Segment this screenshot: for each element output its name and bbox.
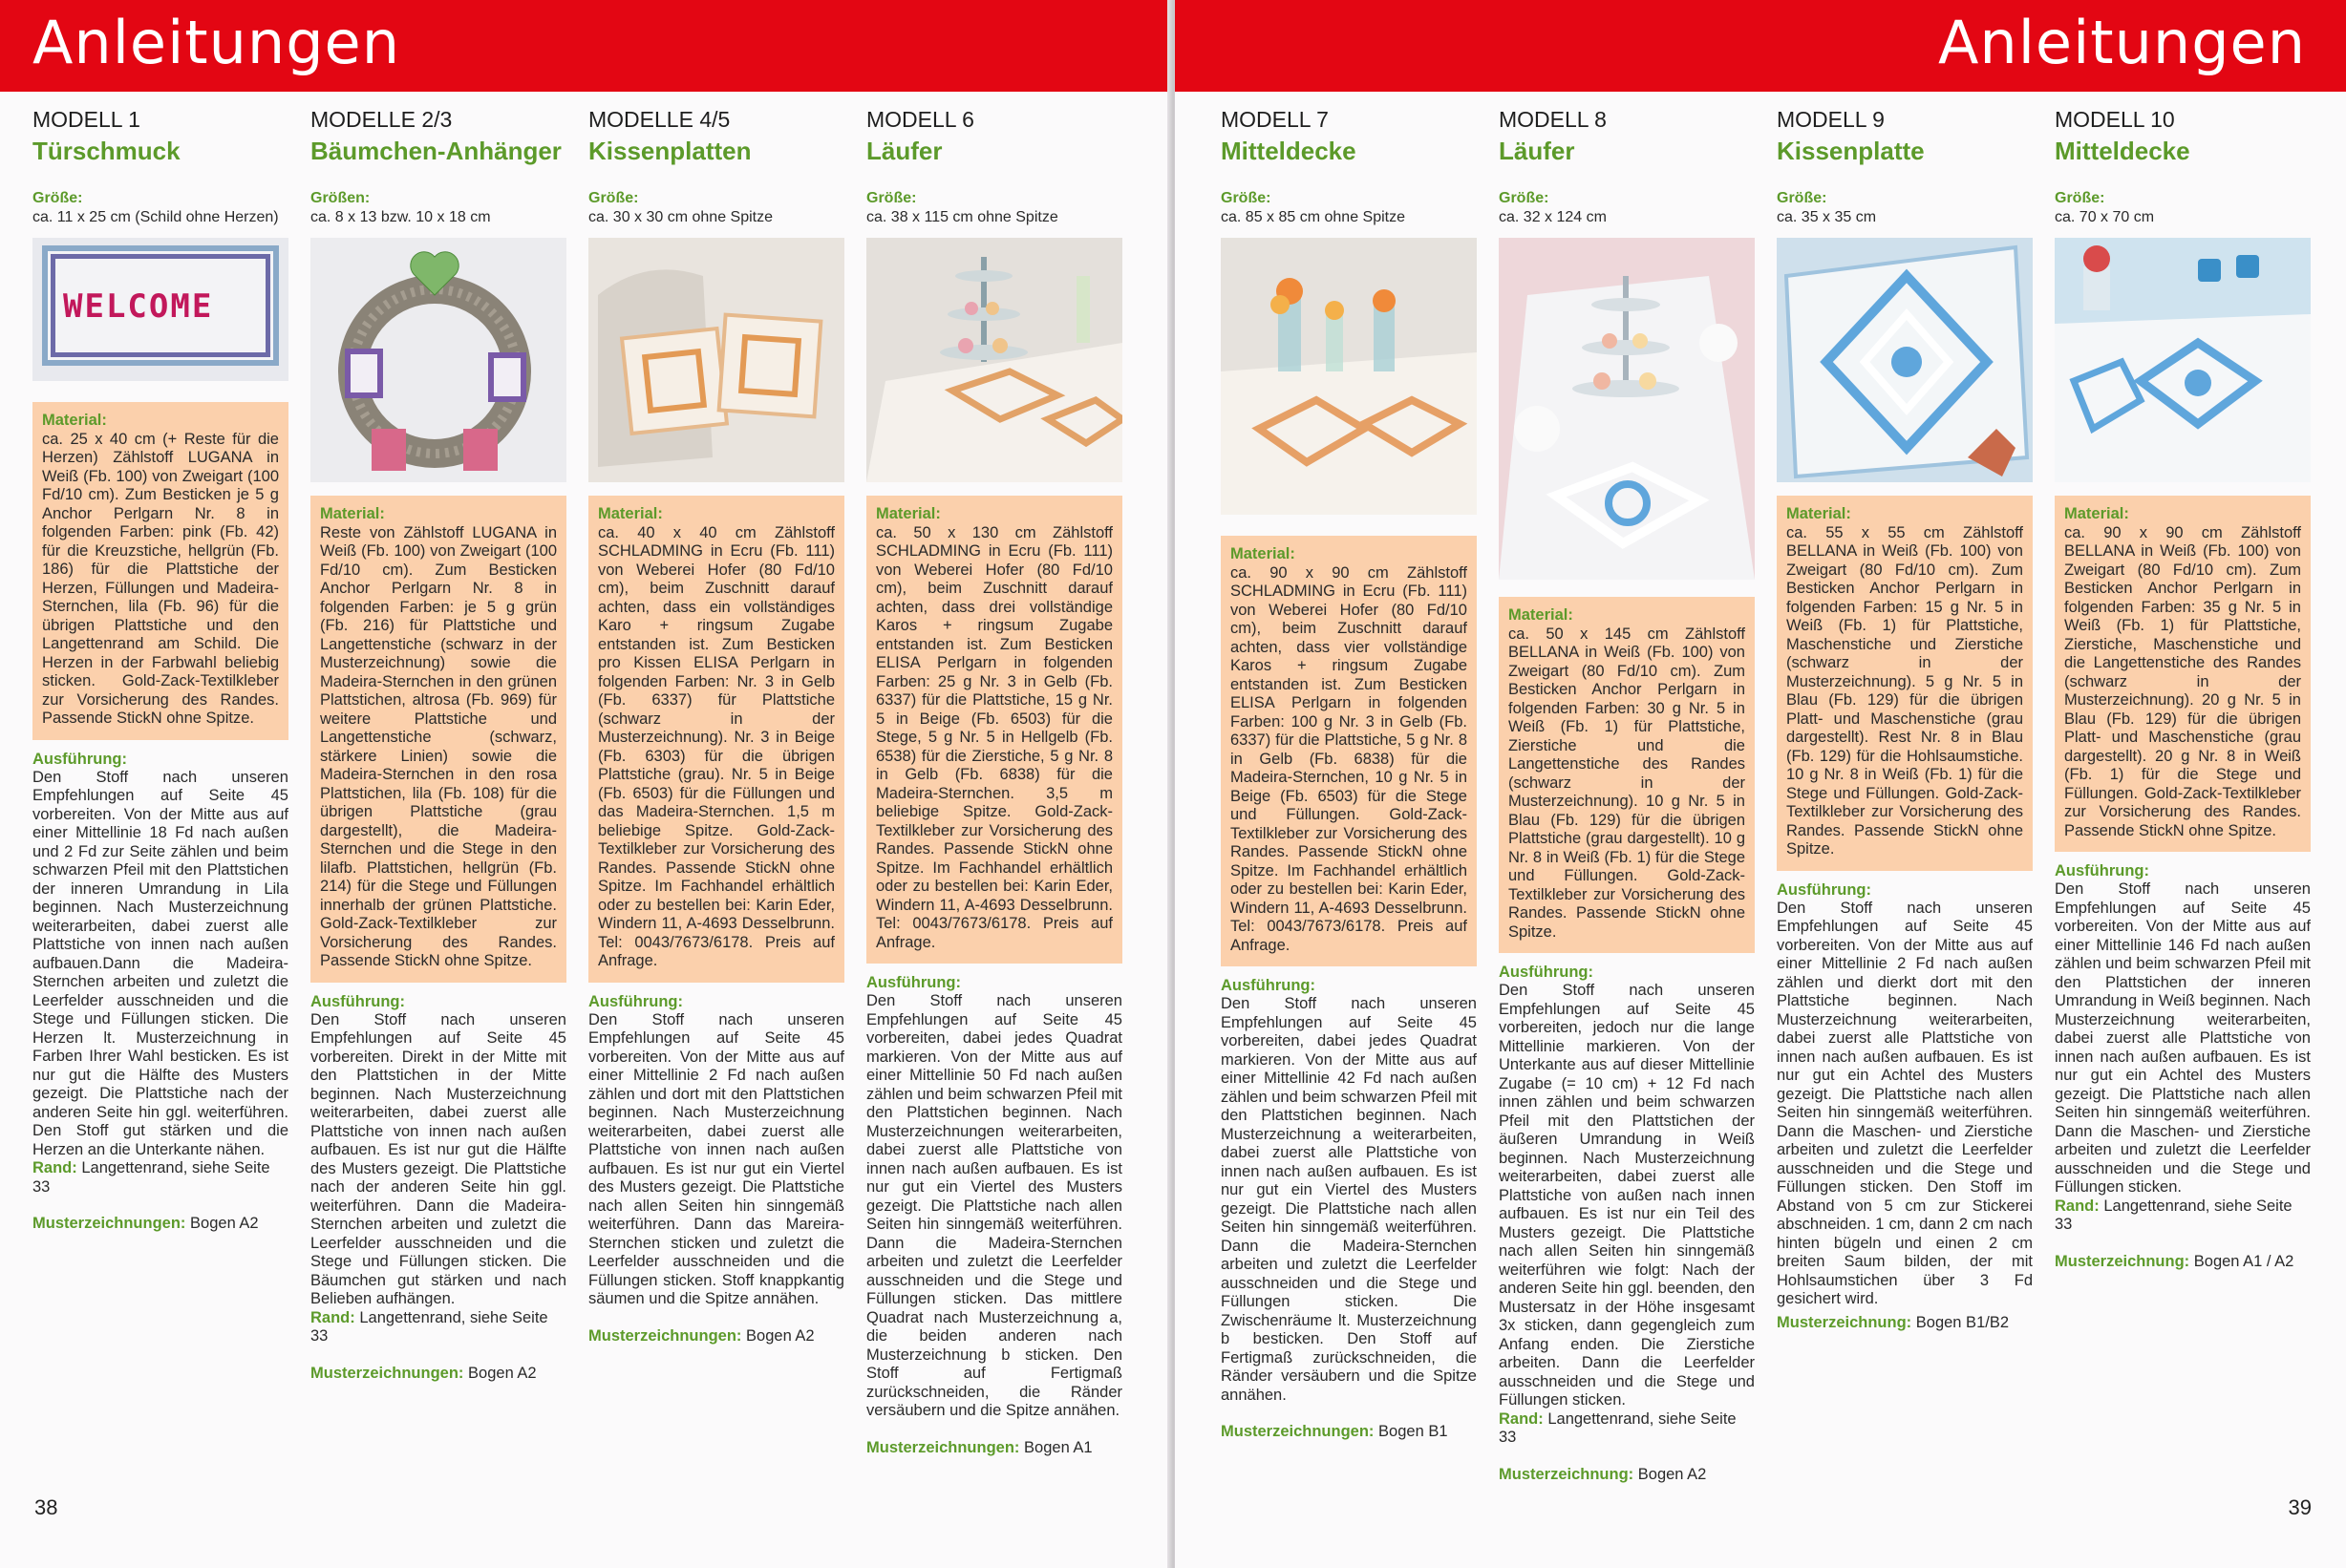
cushion-illustration: [588, 238, 844, 482]
material-box: [588, 496, 844, 983]
pattern-label: Musterzeichnungen:: [866, 1438, 1020, 1456]
material-box: [310, 496, 566, 983]
pattern-line: [1221, 1422, 1477, 1441]
runner-blue-illustration: [1499, 238, 1755, 580]
pattern-label: Musterzeichnung:: [1777, 1313, 1912, 1331]
right-page: [1175, 0, 2346, 1568]
material-box: [32, 402, 288, 740]
model-number: MODELL 8: [1499, 107, 1607, 132]
execution-text: Den Stoff nach unseren Empfehlungen auf Seite 45 vorbereiten, dabei jedes Quadrat markieren. Von der Mitte aus auf einer Mittellinie 42 Fd nach außen zählen und beim schwarzen Pfeil mit den Plattstichen beginnen. Nach Musterzeichnung a weiterarbeiten, dabei zuerst alle Plattstiche von innen nach außen aufbauen. Es ist nur gut ein Viertel des Musters gezeigt. Die Plattstiche nach allen Seiten hin sinngemäß weiterführen. Dann die Madeira-Sternchen arbeiten und zuletzt die Leerfelder ausschneiden und die Stege und Füllungen sticken. Die Zwischenräume lt. Musterzeichnung b besticken. Den Stoff auf Fertigmaß zurückschneiden, die Ränder versäubern und die Spitze annähen.: [1221, 995, 1477, 1404]
execution-text: Den Stoff nach unseren Empfehlungen auf Seite 45 vorbereiten. Von der Mitte aus auf einer Mittellinie 146 Fd nach außen zählen und beim schwarzen Pfeil mit den Plattstichen der inneren Umrandung in Weiß beginnen. Nach Musterzeichnung weiterarbeiten, dabei zuerst alle Plattstiche von innen nach außen aufbauen. Es ist nur gut ein Achtel des Musters gezeigt. Die Plattstiche nach allen Seiten hin sinngemäß weiterführen. Dann die Maschen- und Zierstiche arbeiten und zuletzt die Leerfelder ausschneiden und die Stege und Füllungen sticken.: [2055, 880, 2311, 1196]
model-column-1: [32, 107, 288, 1233]
model-column-4: [866, 107, 1122, 1457]
size-label: Größe:: [1777, 190, 1827, 206]
centerpiece-illustration: [1221, 238, 1477, 515]
product-photo: [1221, 238, 1477, 515]
product-photo: [310, 238, 566, 482]
edge-text: Langettenrand, siehe Seite 33: [310, 1308, 548, 1345]
material-label: Material:: [320, 505, 385, 522]
pattern-text: Bogen B1: [1378, 1423, 1448, 1440]
edge-label: Rand:: [310, 1308, 355, 1326]
model-number: MODELL 7: [1221, 107, 1329, 132]
size-value: ca. 32 x 124 cm: [1499, 209, 1607, 225]
pattern-label: Musterzeichnungen:: [32, 1215, 186, 1232]
material-text: ca. 50 x 145 cm Zählstoff BELLANA in Weiß (Fb. 100) von Zweigart (80 Fd/10 cm). Zum Besticken Anchor Perlgarn in folgenden Farben: 30 g Nr. 5 in Weiß (Fb. 1) für Plattstiche, Zierstiche und die Langettenstiche des Randes (schwarz in der Musterzeichnung). 10 g Nr. 5 in Blau (Fb. 129) für die übrigen Plattstiche (grau dargestellt). 10 g Nr. 8 in Weiß (Fb. 1) für die Stege und Füllungen. Gold-Zack-Textilkleber zur Vorsicherung des Randes. Passende StickN ohne Spitze.: [1508, 625, 1745, 941]
size-label: Größe:: [866, 190, 917, 206]
model-column-10: [2055, 107, 2311, 1271]
material-label: Material:: [876, 505, 941, 522]
material-text: ca. 40 x 40 cm Zählstoff SCHLADMING in Ecru (Fb. 111) von Weberei Hofer (80 Fd/10 cm), beim Zuschnitt darauf achten, dass ein vollständiges Karo + ringsum Zugabe entstanden ist. Zum Besticken pro Kissen ELISA Perlgarn in folgenden Farben: Nr. 3 in Gelb (Fb. 6337) für Plattstiche (schwarz in der Musterzeichnung). Nr. 3 in Beige (Fb. 6303) für die übrigen Plattstiche (grau). Nr. 5 in Beige (Fb. 6503) für die Füllungen und das Madeira-Sternchen. 1,5 m beliebige Spitze. Gold-Zack-Textilkleber zur Vorsicherung des Randes. Passende StickN ohne Spitze. Im Fachhandel erhältlich oder zu bestellen bei: Karin Eder, Windern 11, A-4693 Desselbrunn. Tel: 0043/7673/6178. Preis auf Anfrage.: [598, 523, 835, 969]
material-box: [1221, 536, 1477, 966]
material-box: [1777, 496, 2033, 871]
pattern-line: [310, 1364, 566, 1383]
size-label: Größe:: [1499, 190, 1549, 206]
material-text: ca. 50 x 130 cm Zählstoff SCHLADMING in Ecru (Fb. 111) von Weberei Hofer (80 Fd/10 cm), beim Zuschnitt darauf achten, dass drei vollständige Karos + ringsum Zugabe entstanden ist. Zum Besticken ELISA Perlgarn in folgenden Farben: 25 g Nr. 3 in Gelb (Fb. 6337) für die Plattstiche, 15 g Nr. 5 in Beige (Fb. 6503) für die Stege, 5 g Nr. 5 in Hellgelb (Fb. 6538) für die Zierstiche, 5 g Nr. 8 in Gelb (Fb. 6838) für die Madeira-Sternchen. 3,5 m beliebige Spitze. Gold-Zack-Textilkleber zur Vorsicherung des Randes. Passende StickN ohne Spitze. Im Fachhandel erhältlich oder zu bestellen bei: Karin Eder, Windern 11, A-4693 Desselbrunn. Tel: 0043/7673/6178. Preis auf Anfrage.: [876, 523, 1113, 951]
pattern-label: Musterzeichnungen:: [310, 1364, 464, 1382]
product-photo: [588, 238, 844, 482]
execution-label: Ausführung:: [2055, 862, 2149, 879]
pattern-text: Bogen B1/B2: [1915, 1313, 2010, 1331]
model-column-3: [588, 107, 844, 1346]
execution-label: Ausführung:: [1777, 880, 1871, 899]
execution-text: Den Stoff nach unseren Empfehlungen auf Seite 45 vorbereiten. Von der Mitte aus auf einer Mittellinie 18 Fd nach außen und 2 Fd zur Seite zählen und beim schwarzen Pfeil mit den Plattstichen der inneren Umrandung in Lila beginnen. Nach Musterzeichnung weiterarbeiten, dabei zuerst alle Plattstiche von innen nach außen aufbauen.Dann die Madeira-Sternchen arbeiten und zuletzt die Leerfelder ausschneiden und die Stege und Füllungen sticken. Die Herzen lt. Musterzeichnung in Farben Ihrer Wahl besticken. Es ist nur gut die Hälfte des Musters gezeigt. Die Plattstiche nach der anderen Seite hin ggl. weiterführen. Den Stoff gut stärken und die Herzen an die Unterkante nähen.: [32, 768, 288, 1158]
edge-line: [310, 1309, 566, 1346]
model-column-9: [1777, 107, 2033, 1332]
table-runner-illustration: [866, 238, 1122, 482]
size-value: ca. 30 x 30 cm ohne Spitze: [588, 209, 773, 225]
model-title: Läufer: [1499, 137, 1575, 165]
pattern-line: [2055, 1252, 2311, 1271]
pattern-label: Musterzeichnungen:: [1221, 1423, 1375, 1440]
page-header-title: Anleitungen: [1938, 8, 2306, 77]
size-label: Größe:: [588, 190, 639, 206]
model-number: MODELL 9: [1777, 107, 1885, 132]
execution-label: Ausführung:: [1499, 964, 1593, 981]
pattern-text: Bogen A2: [468, 1364, 537, 1382]
material-label: Material:: [1508, 606, 1573, 624]
wreath-illustration: [310, 238, 566, 482]
material-text: Reste von Zählstoff LUGANA in Weiß (Fb. 100) von Zweigart (100 Fd/10 cm). Zum Besticken Anchor Perlgarn Nr. 8 in folgenden Farben: je 5 g grün (Fb. 216) für Plattstiche und Langettenstiche (schwarz in der Musterzeichnung) sowie die Madeira-Sternchen in den grünen Plattstichen, altrosa (Fb. 969) für weitere Plattstiche und Langettenstiche (schwarz, stärkere Linien) sowie die Madeira-Sternchen in den rosa Plattstichen, lila (Fb. 108) für die übrigen Plattstiche (grau dargestellt), die Madeira-Sternchen und die Stege in den lilafb. Plattstichen, hellgrün (Fb. 214) für die Stege und Füllungen innerhalb der grünen Plattstiche. Gold-Zack-Textilkleber zur Vorsicherung des Randes. Passende StickN ohne Spitze.: [320, 523, 557, 969]
pattern-text: Bogen A2: [1637, 1465, 1707, 1483]
material-text: ca. 90 x 90 cm Zählstoff BELLANA in Weiß (Fb. 100) von Zweigart (80 Fd/10 cm). Zum Besticken Anchor Perlgarn in folgenden Farben: 35 g Nr. 5 in Weiß (Fb. 1) für Plattstiche, Zierstiche, Maschenstiche und die Langettenstiche des Randes (schwarz in der Musterzeichnung). 20 g Nr. 5 in Blau (Fb. 129) für die übrigen Platt- und Maschenstiche (grau dargestellt). 20 g Nr. 8 in Weiß (Fb. 1) für die Stege und Füllungen. Gold-Zack-Textilkleber zur Vorsicherung des Randes. Passende StickN ohne Spitze.: [2064, 523, 2301, 839]
pattern-text: Bogen A1: [1024, 1438, 1093, 1456]
pattern-line: [588, 1326, 844, 1346]
edge-label: Rand:: [2055, 1197, 2100, 1215]
material-text: ca. 55 x 55 cm Zählstoff BELLANA in Weiß (Fb. 100) von Zweigart (80 Fd/10 cm). Zum Besticken Anchor Perlgarn in folgenden Farben: 15 g Nr. 5 in Weiß (Fb. 1) für Plattstiche, Maschenstiche und Zierstiche (schwarz in der Musterzeichnung). 5 g Nr. 5 in Blau (Fb. 129) für die übrigen Platt- und Maschenstiche (grau dargestellt). Rest Nr. 8 in Blau (Fb. 129) für die Hohlsaumstiche. 10 g Nr. 8 in Weiß (Fb. 1) für die Stege und Füllungen. Gold-Zack-Textilkleber zur Vorsicherung des Randes. Passende StickN ohne Spitze.: [1786, 523, 2023, 858]
page-number: 39: [2288, 1495, 2312, 1519]
size-value: ca. 70 x 70 cm: [2055, 209, 2155, 225]
size-value: ca. 35 x 35 cm: [1777, 209, 1877, 225]
execution-label: Ausführung:: [1221, 977, 1315, 994]
execution-text: Den Stoff nach unseren Empfehlungen auf Seite 45 vorbereiten. Direkt in der Mitte mit den Plattstichen in der Mitte beginnen. Nach Musterzeichnung weiterarbeiten, dabei zuerst alle Plattstiche von innen nach außen aufbauen. Es ist nur gut die Hälfte des Musters gezeigt. Die Plattstiche nach der anderen Seite hin ggl. weiterführen. Dann die Madeira-Sternchen arbeiten und zuletzt die Leerfelder ausschneiden und die Stege und Füllungen sticken. Die Bäumchen gut stärken und nach Belieben aufhängen.: [310, 1010, 566, 1307]
edge-text: Langettenrand, siehe Seite 33: [32, 1159, 270, 1196]
left-page: [0, 0, 1171, 1568]
pattern-line: [1499, 1465, 1755, 1484]
edge-label: Rand:: [1499, 1409, 1544, 1428]
edge-line: [1499, 1410, 1755, 1448]
model-column-7: [1221, 107, 1477, 1441]
product-photo: [866, 238, 1122, 482]
size-label: Größe:: [2055, 190, 2105, 206]
model-column-2: [310, 107, 566, 1383]
pattern-line: [866, 1438, 1122, 1457]
edge-label: Rand:: [32, 1159, 77, 1176]
product-photo: [1777, 238, 2033, 482]
execution-label: Ausführung:: [310, 992, 405, 1010]
product-photo: [1499, 238, 1755, 580]
execution-text: Den Stoff nach unseren Empfehlungen auf Seite 45 vorbereiten, jedoch nur die lange Mittellinie markieren. Von der Unterkante aus auf dieser Mittellinie Zugabe (= 10 cm) + 12 Fd nach innen zählen und beim schwarzen Pfeil mit den Plattstichen der äußeren Umrandung in Weiß beginnen. Nach Musterzeichnung weiterarbeiten, dabei zuerst alle Plattstiche von außen nach innen aufbauen. Es ist nur ein Teil des Musters gezeigt. Die Plattstiche nach allen Seiten hin sinngemäß weiterführen wie folgt: Nach der anderen Seite hin ggl. beenden, den Mustersatz in der Höhe insgesamt 3x sticken, dann gegengleich zum Anfang enden. Die Zierstiche arbeiten. Dann die Leerfelder ausschneiden und die Stege und Füllungen sticken.: [1499, 982, 1755, 1409]
model-number: MODELLE 2/3: [310, 107, 453, 132]
pattern-text: Bogen A1 / A2: [2193, 1252, 2294, 1270]
edge-line: [32, 1159, 288, 1197]
pattern-text: Bogen A2: [190, 1215, 259, 1232]
execution-text: Den Stoff nach unseren Empfehlungen auf Seite 45 vorbereiten, dabei jedes Quadrat markieren. Von der Mitte aus auf einer Mittellinie 50 Fd nach außen zählen und beim schwarzen Pfeil mit den Plattstichen beginnen. Nach Musterzeichnungen weiterarbeiten, dabei zuerst alle Plattstiche von innen nach außen aufbauen. Es ist nur gut ein Viertel des Musters gezeigt. Die Plattstiche nach allen Seiten hin sinngemäß weiterführen. Dann die Madeira-Sternchen arbeiten und zuletzt die Leerfelder ausschneiden und die Stege und Füllungen sticken. Das mittlere Quadrat nach Musterzeichnung a, die beiden anderen nach Musterzeichnung b sticken. Den Stoff auf Fertigmaß zurückschneiden, die Ränder versäubern und die Spitze annähen.: [866, 992, 1122, 1419]
material-label: Material:: [598, 505, 663, 522]
pattern-line: [32, 1214, 288, 1233]
product-photo: [2055, 238, 2311, 482]
size-label: Größe:: [1221, 190, 1271, 206]
welcome-sign-text: WELCOME: [63, 287, 214, 326]
material-box: [2055, 496, 2311, 852]
model-title: Läufer: [866, 137, 943, 165]
execution-label: Ausführung:: [866, 974, 961, 991]
size-value: ca. 11 x 25 cm (Schild ohne Herzen): [32, 209, 279, 225]
pattern-label: Musterzeichnung:: [1499, 1465, 1634, 1483]
model-title: Kissenplatten: [588, 137, 752, 165]
pattern-label: Musterzeichnung:: [2055, 1252, 2190, 1270]
execution-text: Den Stoff nach unseren Empfehlungen auf Seite 45 vorbereiten. Von der Mitte aus auf einer Mittellinie 2 Fd nach außen zählen und dort mit den Plattstichen beginnen. Nach Musterzeichnung weiterarbeiten, dabei zuerst alle Plattstiche von innen nach außen aufbauen. Es ist nur gut ein Viertel des Musters gezeigt. Die Plattstiche nach allen Seiten hin sinngemäß weiterführen. Dann das Mareira-Sternchen sticken und zuletzt die Leerfelder ausschneiden und die Füllungen sticken. Stoff knappkantig säumen und die Spitze annähen.: [588, 1010, 844, 1307]
edge-text: Langettenrand, siehe Seite 33: [1499, 1409, 1737, 1446]
material-label: Material:: [42, 412, 107, 429]
material-label: Material:: [1230, 545, 1295, 562]
size-value: ca. 85 x 85 cm ohne Spitze: [1221, 209, 1405, 225]
product-photo: [32, 238, 288, 381]
material-box: [866, 496, 1122, 964]
execution-label: Ausführung:: [588, 992, 683, 1010]
model-title: Mitteldecke: [1221, 137, 1356, 165]
material-text: ca. 90 x 90 cm Zählstoff SCHLADMING in Ecru (Fb. 111) von Weberei Hofer (80 Fd/10 cm), beim Zuschnitt darauf achten, dass vier vollständige Karos + ringsum Zugabe entstanden ist. Zum Besticken ELISA Perlgarn in folgenden Farben: 100 g Nr. 3 in Gelb (Fb. 6337) für die Plattstiche, 5 g Nr. 8 in Gelb (Fb. 6838) für die Madeira-Sternchen, 10 g Nr. 5 in Beige (Fb. 6503) für die Stege und Füllungen. Gold-Zack-Textilkleber zur Vorsicherung des Randes. Passende StickN ohne Spitze. Im Fachhandel erhältlich oder zu bestellen bei: Karin Eder, Windern 11, A-4693 Desselbrunn. Tel: 0043/7673/6178. Preis auf Anfrage.: [1230, 563, 1467, 954]
edge-text: Langettenrand, siehe Seite 33: [2055, 1197, 2293, 1233]
size-label: Größen:: [310, 190, 371, 206]
pillow-blue-illustration: [1777, 238, 2033, 482]
header-band: [1175, 0, 2346, 92]
material-text: ca. 25 x 40 cm (+ Reste für die Herzen) Zählstoff LUGANA in Weiß (Fb. 100) von Zweigart (100 Fd/10 cm). Zum Besticken je 5 g Anchor Perlgarn Nr. 8 in folgenden Farben: pink (Fb. 42) für die Kreuzstiche, hellgrün (Fb. 186) für die Plattstiche der Herzen, Füllungen und Madeira-Sternchen, lila (Fb. 96) für die übrigen Plattstiche und den Langettenrand am Schild. Die Herzen in der Farbwahl beliebig sticken. Gold-Zack-Textilkleber zur Vorsicherung des Randes. Passende StickN ohne Spitze.: [42, 430, 279, 727]
pattern-line: [1777, 1313, 2033, 1332]
model-title: Kissenplatte: [1777, 137, 1925, 165]
model-title: Türschmuck: [32, 137, 181, 165]
material-box: [1499, 597, 1755, 953]
tablecloth-blue-illustration: [2055, 238, 2311, 482]
pattern-label: Musterzeichnungen:: [588, 1326, 742, 1345]
model-number: MODELLE 4/5: [588, 107, 731, 132]
page-header-title: Anleitungen: [32, 8, 400, 77]
model-number: MODELL 10: [2055, 107, 2175, 132]
header-band: [0, 0, 1171, 92]
model-title: Mitteldecke: [2055, 137, 2190, 165]
model-column-8: [1499, 107, 1755, 1484]
model-number: MODELL 1: [32, 107, 140, 132]
material-label: Material:: [1786, 505, 1851, 522]
model-title: Bäumchen-Anhänger: [310, 137, 562, 165]
size-value: ca. 8 x 13 bzw. 10 x 18 cm: [310, 209, 491, 225]
size-label: Größe:: [32, 190, 83, 206]
material-label: Material:: [2064, 505, 2129, 522]
edge-line: [2055, 1197, 2311, 1235]
execution-label: Ausführung:: [32, 750, 127, 768]
pattern-text: Bogen A2: [746, 1326, 815, 1345]
page-number: 38: [34, 1495, 58, 1519]
model-number: MODELL 6: [866, 107, 974, 132]
size-value: ca. 38 x 115 cm ohne Spitze: [866, 209, 1058, 225]
execution-text: Den Stoff nach unseren Empfehlungen auf Seite 45 vorbereiten. Von der Mitte aus auf einer Mittellinie 2 Fd nach außen zählen und dierkt dort mit den Plattstiche beginnen. Nach Musterzeichnung weiterarbeiten, dabei zuerst alle Plattstiche von innen nach außen aufbauen. Es ist nur gut ein Achtel des Musters gezeigt. Die Plattstiche nach allen Seiten hin sinngemäß weiterführen. Dann die Maschen- und Zierstiche arbeiten und zuletzt die Leerfelder ausschneiden und die Stege und Füllungen sticken. Den Stoff im Abstand von 5 cm zur Stickerei abschneiden. 1 cm, dann 2 cm nach hinten bügeln und einen 2 cm breiten Saum bilden, der mit Hohlsaumstichen über 3 Fd gesichert wird.: [1777, 899, 2033, 1307]
